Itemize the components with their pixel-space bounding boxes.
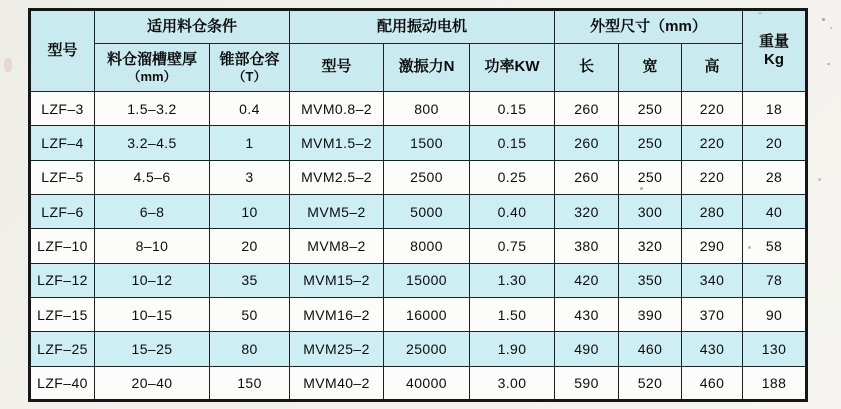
col-header-cone-capacity: 锥部仓容 （T）: [210, 44, 290, 92]
cell-model: LZF–6: [30, 194, 95, 228]
scan-speck: [818, 178, 821, 181]
col-header-power: 功率KW: [470, 44, 555, 92]
col-header-motor-model: 型号: [290, 44, 384, 92]
cell-length: 260: [555, 92, 619, 126]
cell-wall: 4.5–6: [95, 160, 210, 194]
cell-width: 250: [619, 92, 682, 126]
cell-model: LZF–25: [30, 332, 95, 366]
cell-weight: 40: [743, 194, 807, 228]
cell-force: 800: [384, 92, 470, 126]
table-row: [30, 160, 807, 194]
cell-height: 220: [682, 92, 743, 126]
cell-height: 220: [682, 160, 743, 194]
cell-wall: 10–12: [95, 263, 210, 297]
cell-weight: 130: [743, 332, 807, 366]
cell-cone: 20: [210, 229, 290, 263]
cell-force: 25000: [384, 332, 470, 366]
cell-weight: 18: [743, 92, 807, 126]
scan-speck: [827, 63, 830, 65]
cell-width: 460: [619, 332, 682, 366]
cell-model: LZF–4: [30, 126, 95, 160]
col-header-weight: [743, 10, 807, 92]
cell-wall: 3.2–4.5: [95, 126, 210, 160]
cell-cone: 150: [210, 366, 290, 400]
cell-power: 1.50: [470, 297, 555, 331]
cell-force: 40000: [384, 366, 470, 400]
cell-weight: 188: [743, 366, 807, 400]
cell-height: 220: [682, 126, 743, 160]
cell-height: 460: [682, 366, 743, 400]
col-header-length: 长: [555, 44, 619, 92]
cell-height: 290: [682, 229, 743, 263]
cell-length: 380: [555, 229, 619, 263]
cell-wall: 1.5–3.2: [95, 92, 210, 126]
cell-height: 370: [682, 297, 743, 331]
cell-cone: 10: [210, 194, 290, 228]
cell-model: LZF–10: [30, 229, 95, 263]
col-header-model: 型号: [30, 10, 95, 92]
spec-table-container: [28, 8, 805, 402]
cell-wall: 20–40: [95, 366, 210, 400]
cell-cone: 3: [210, 160, 290, 194]
cell-cone: 1: [210, 126, 290, 160]
cell-weight: 90: [743, 297, 807, 331]
cell-cone: 80: [210, 332, 290, 366]
cell-weight: 28: [743, 160, 807, 194]
group-header-silo-conditions: 适用料仓条件: [95, 10, 290, 44]
table-row: [30, 126, 807, 160]
cell-weight: 20: [743, 126, 807, 160]
cell-model: LZF–15: [30, 297, 95, 331]
cell-motor: MVM25–2: [290, 332, 384, 366]
cell-wall: 10–15: [95, 297, 210, 331]
cell-power: 3.00: [470, 366, 555, 400]
cell-motor: MVM8–2: [290, 229, 384, 263]
cell-width: 520: [619, 366, 682, 400]
cell-force: 16000: [384, 297, 470, 331]
cell-wall: 15–25: [95, 332, 210, 366]
cell-power: 0.40: [470, 194, 555, 228]
col-header-height: 高: [682, 44, 743, 92]
cell-power: 1.90: [470, 332, 555, 366]
spec-table: [28, 8, 808, 402]
cell-power: 1.30: [470, 263, 555, 297]
col-header-width: 宽: [619, 44, 682, 92]
cell-model: LZF–5: [30, 160, 95, 194]
table-row: [30, 194, 807, 228]
cell-height: 280: [682, 194, 743, 228]
weight-unit: Kg: [764, 51, 785, 68]
cell-model: LZF–12: [30, 263, 95, 297]
cell-weight: 78: [743, 263, 807, 297]
cell-power: 0.75: [470, 229, 555, 263]
cell-width: 320: [619, 229, 682, 263]
cell-force: 1500: [384, 126, 470, 160]
cell-motor: MVM16–2: [290, 297, 384, 331]
cell-cone: 35: [210, 263, 290, 297]
cell-width: 390: [619, 297, 682, 331]
cell-length: 590: [555, 366, 619, 400]
table-header: [30, 10, 807, 92]
cell-motor: MVM1.5–2: [290, 126, 384, 160]
cell-length: 490: [555, 332, 619, 366]
group-header-dimensions: 外型尺寸（mm）: [555, 10, 743, 44]
cell-height: 340: [682, 263, 743, 297]
table-row: [30, 297, 807, 331]
col-header-excitation-force: 激振力N: [384, 44, 470, 92]
cell-motor: MVM15–2: [290, 263, 384, 297]
group-header-vibration-motor: 配用振动电机: [290, 10, 555, 44]
cell-width: 250: [619, 126, 682, 160]
cell-height: 430: [682, 332, 743, 366]
scan-speck: [640, 187, 643, 190]
table-row: [30, 229, 807, 263]
col-header-wall-thickness: 料仓溜槽壁厚 （mm）: [95, 44, 210, 92]
cell-power: 0.25: [470, 160, 555, 194]
cell-length: 260: [555, 160, 619, 194]
weight-label: 重量: [759, 33, 790, 50]
cell-motor: MVM5–2: [290, 194, 384, 228]
cell-length: 320: [555, 194, 619, 228]
cell-force: 15000: [384, 263, 470, 297]
cell-wall: 6–8: [95, 194, 210, 228]
table-row: [30, 263, 807, 297]
cell-model: LZF–3: [30, 92, 95, 126]
cell-force: 2500: [384, 160, 470, 194]
cell-length: 430: [555, 297, 619, 331]
scan-speck: [830, 27, 832, 29]
cell-force: 8000: [384, 229, 470, 263]
cell-width: 300: [619, 194, 682, 228]
table-row: [30, 92, 807, 126]
cell-force: 5000: [384, 194, 470, 228]
cell-motor: MVM0.8–2: [290, 92, 384, 126]
cell-power: 0.15: [470, 92, 555, 126]
cell-width: 350: [619, 263, 682, 297]
cell-power: 0.15: [470, 126, 555, 160]
scan-speck: [4, 58, 12, 72]
cell-cone: 50: [210, 297, 290, 331]
cell-motor: MVM2.5–2: [290, 160, 384, 194]
scan-speck: [748, 246, 751, 249]
cell-length: 260: [555, 126, 619, 160]
scan-speck: [822, 18, 825, 21]
cell-model: LZF–40: [30, 366, 95, 400]
cell-motor: MVM40–2: [290, 366, 384, 400]
cell-weight: 58: [743, 229, 807, 263]
cell-cone: 0.4: [210, 92, 290, 126]
table-body: [30, 92, 807, 401]
scan-speck: [638, 313, 641, 316]
scan-speck: [758, 12, 762, 14]
table-row: [30, 366, 807, 400]
table-row: [30, 332, 807, 366]
cell-width: 250: [619, 160, 682, 194]
cell-wall: 8–10: [95, 229, 210, 263]
cell-length: 420: [555, 263, 619, 297]
